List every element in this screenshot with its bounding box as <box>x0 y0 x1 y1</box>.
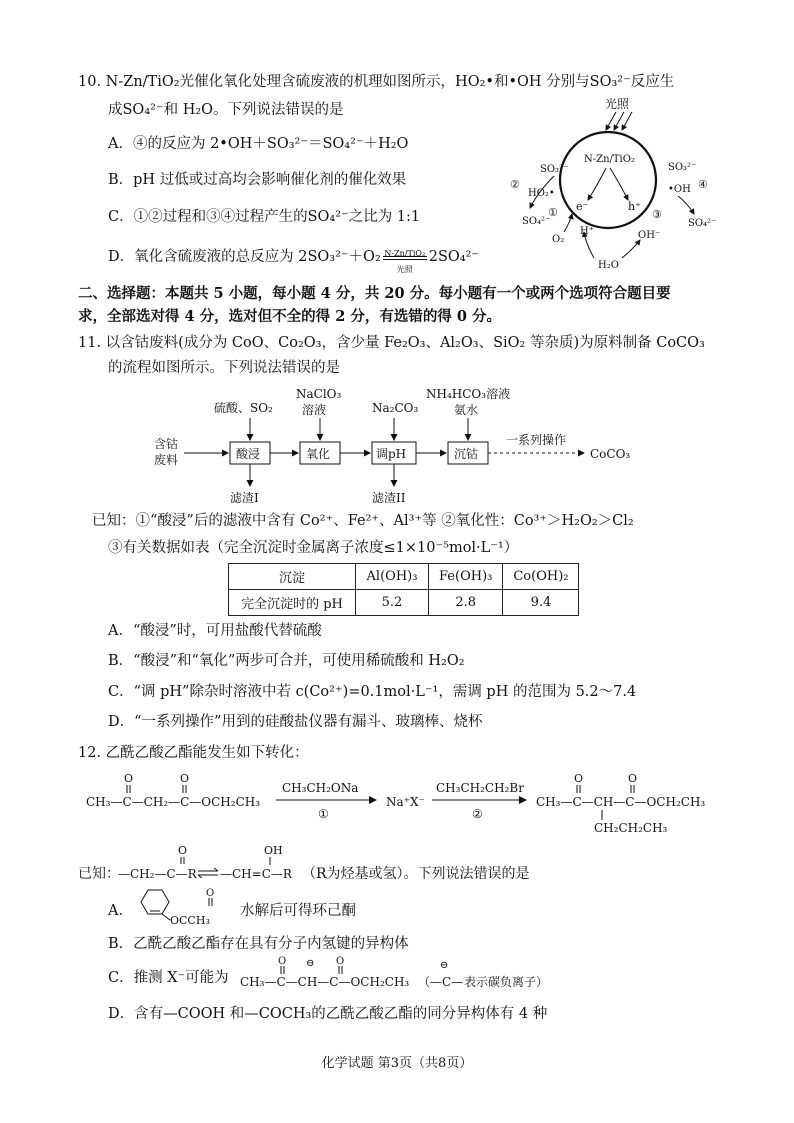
step-4-label: ④ <box>698 178 708 191</box>
electron-arrow <box>588 168 606 200</box>
q12-option-a[interactable] <box>108 901 133 921</box>
reactant-o1: O <box>124 772 134 785</box>
cyclohexenyl-acetate-structure <box>136 884 246 928</box>
catalyst-label: N-Zn/TiO₂ <box>584 154 635 165</box>
q11-stem-line1: 11. 以含钴废料(成分为 CoO、Co₂O₃，含少量 Fe₂O₃、Al₂O₃、SiO₂ 等杂质)为原料制备 CoCO₃ <box>78 335 705 351</box>
table-header-row <box>229 564 579 590</box>
step-1-number: ① <box>318 807 329 821</box>
o2-arrow <box>564 214 572 232</box>
q11-flowchart <box>150 382 670 508</box>
right-product-arrow <box>678 196 694 214</box>
q10-stem-line2: 成SO₄²⁻和 H₂O。下列说法错误的是 <box>108 102 344 118</box>
hole-arrow <box>610 168 628 200</box>
step-2-number: ② <box>472 807 483 821</box>
table-header-cell: Co(OH)₂ <box>503 564 579 590</box>
reagent-2-label: CH₃CH₂CH₂Br <box>436 781 524 795</box>
table-header-cell: 沉淀 <box>229 564 356 590</box>
q10-mechanism-diagram <box>502 92 724 274</box>
q12-option-a-text: 水解后可得环己酮 <box>240 903 356 919</box>
product-o2: O <box>628 772 638 785</box>
page-footer: 化学试题 第3页（共8页） <box>321 1056 473 1071</box>
q12-option-a-label: A． <box>108 903 133 919</box>
acetyl-carbonyl-o: O <box>206 888 215 899</box>
ohminus-label: OH⁻ <box>638 230 661 241</box>
hole-label: h⁺ <box>628 200 641 213</box>
catalyst-circle <box>560 132 656 228</box>
product-label: CoCO₃ <box>590 447 631 461</box>
step-adjust-ph: 调pH <box>376 447 407 461</box>
q12-option-c[interactable] <box>108 968 229 988</box>
table-cell: 9.4 <box>503 590 579 616</box>
reactant-o2: O <box>180 772 190 785</box>
residue-2: 滤渣II <box>372 491 406 505</box>
keto-form: —CH₂—C—R <box>118 867 197 881</box>
carbanion-note-minus: ⊖ <box>440 960 449 971</box>
step-precipitate: 沉钴 <box>454 447 479 461</box>
residue-1: 滤渣I <box>230 491 259 505</box>
q10-reaction-arrow <box>381 247 429 274</box>
known-note: （R为烃基或氢）。下列说法错误的是 <box>302 866 530 882</box>
reagent-4-line2: 氨水 <box>454 403 479 417</box>
q10-option-d-lhs: D．氧化含硫废液的总反应为 2SO₃²⁻＋O₂ <box>108 249 381 265</box>
step-acid-leach: 酸浸 <box>236 447 261 461</box>
light-label: 光照 <box>605 97 630 111</box>
q11-stem-line2: 的流程如图所示。下列说法错误的是 <box>108 360 340 376</box>
q11-data-table <box>228 563 579 616</box>
step-1-label: ① <box>548 206 558 219</box>
q10-option-c[interactable]: C．①②过程和③④过程产生的SO₄²⁻之比为 1:1 <box>108 209 421 225</box>
q11-option-b[interactable]: B．“酸浸”和“氧化”两步可合并，可使用稀硫酸和 H₂O₂ <box>108 653 465 669</box>
electron-label: e⁻ <box>576 200 589 213</box>
reagent-2-line2: 溶液 <box>302 403 327 417</box>
reagent-4-line1: NH₄HCO₃溶液 <box>426 387 511 401</box>
water-to-ohminus-arrow <box>622 240 640 258</box>
q11-option-d[interactable]: D．“一系列操作”用到的硅酸盐仪器有漏斗、玻璃棒、烧杯 <box>108 714 483 730</box>
q12-option-d[interactable]: D．含有—COOH 和—COCH₃的乙酰乙酸乙酯的同分异构体有 4 种 <box>108 1006 548 1022</box>
reagent-1: 硫酸、SO₂ <box>214 401 273 415</box>
so3-right: SO₃²⁻ <box>668 162 697 173</box>
q10-arrow-under: 光照 <box>396 265 413 274</box>
q12-option-b[interactable]: B．乙酰乙酸乙酯存在具有分子内氢键的异构体 <box>108 936 409 952</box>
carbanion-o1: O <box>278 956 287 967</box>
h2o-label: H₂O <box>598 260 619 271</box>
step-oxidize: 氧化 <box>306 447 331 461</box>
reagent-2-line1: NaClO₃ <box>296 387 342 401</box>
light-arrow-1 <box>606 112 616 130</box>
q12-known-tautomer <box>78 842 558 886</box>
o2-label: O₂ <box>552 234 565 245</box>
so4-left: SO₄²⁻ <box>522 216 551 227</box>
table-row <box>229 590 579 616</box>
light-arrow-2 <box>614 112 624 130</box>
q10-option-d[interactable] <box>108 247 480 274</box>
q10-option-a[interactable]: A．④的反应为 2•OH＋SO₃²⁻＝SO₄²⁻＋H₂O <box>108 136 409 152</box>
section2-line1: 二、选择题：本题共 5 小题，每小题 4 分，共 20 分。每小题有一个或两个选项符合题目要 <box>78 285 671 302</box>
q11-option-c[interactable]: C．“调 pH”除杂时溶液中若 c(Co²⁺)=0.1mol·L⁻¹，需调 pH 的范围为 5.2～7.4 <box>108 684 637 700</box>
product-o1: O <box>574 772 584 785</box>
carbanion-note: 表示碳负离子） <box>464 975 549 989</box>
q11-known-2: ③有关数据如表（完全沉淀时金属离子浓度≤1×10⁻⁵mol·L⁻¹） <box>108 540 519 556</box>
reagent-3: Na₂CO₃ <box>372 401 419 415</box>
q10-arrow-line1 <box>383 256 427 257</box>
known-prefix: 已知： <box>78 866 120 882</box>
feed-label-2: 废料 <box>154 453 179 467</box>
q10-stem-line1: 10. N-Zn/TiO₂光催化氧化处理含硫废液的机理如图所示，HO₂•和•OH 分别与SO₃²⁻反应生 <box>78 74 675 90</box>
propyl-group: CH₂CH₂CH₃ <box>594 821 668 835</box>
feed-label-1: 含钴 <box>154 437 179 451</box>
q10-option-b[interactable]: B．pH 过低或过高均会影响催化剂的催化效果 <box>108 172 407 188</box>
ops-label: 一系列操作 <box>506 433 567 447</box>
hplus-label: H⁺ <box>580 226 594 237</box>
enol-form: —CH=C—R <box>220 867 292 881</box>
q12-reaction-scheme <box>86 768 726 840</box>
so4-right: SO₄²⁻ <box>688 218 717 229</box>
q11-option-a[interactable]: A．“酸浸”时，可用盐酸代替硫酸 <box>108 623 322 639</box>
light-arrow-3 <box>622 112 632 130</box>
intermediate-label: Na⁺X⁻ <box>386 795 425 809</box>
oh-radical-label: •OH <box>668 184 691 195</box>
cyclohexene-ring <box>141 890 169 914</box>
carbanion-o2: O <box>336 956 345 967</box>
table-header-cell: Al(OH)₃ <box>356 564 429 590</box>
step-3-label: ③ <box>652 208 662 221</box>
reagent-1-label: CH₃CH₂ONa <box>282 781 359 795</box>
section2-line2: 求，全部选对得 4 分，选对但不全的得 2 分，有选错的得 0 分。 <box>78 308 502 325</box>
keto-o: O <box>178 844 188 857</box>
enol-oh: OH <box>264 844 283 857</box>
acetyl-group: OCCH₃ <box>170 914 210 927</box>
q11-known-1: 已知：①“酸浸”后的滤液中含有 Co²⁺、Fe²⁺、Al³⁺等 ②氧化性：Co³⁺＞H₂O₂＞Cl₂ <box>92 513 634 529</box>
carbanion-structure <box>238 952 568 992</box>
table-cell: 5.2 <box>356 590 429 616</box>
product-formula: CH₃—C—CH—C—OCH₂CH₃ <box>536 795 706 809</box>
carbanion-minus: ⊖ <box>306 958 315 969</box>
table-row-label: 完全沉淀时的 pH <box>229 590 356 616</box>
carbanion-note-paren: （—C— <box>418 975 464 989</box>
q12-option-c-label: C．推测 X⁻可能为 <box>108 970 229 986</box>
ester-o-bond <box>162 914 170 920</box>
q10-option-d-rhs: 2SO₄²⁻ <box>428 249 480 265</box>
ho2-label: HO₂• <box>528 188 555 199</box>
q10-arrow-over: N-Zn/TiO₂ <box>384 249 426 258</box>
reactant-formula: CH₃—C—CH₂—C—OCH₂CH₃ <box>86 795 261 809</box>
table-header-cell: Fe(OH)₃ <box>429 564 503 590</box>
table-cell: 2.8 <box>429 590 503 616</box>
carbanion-formula: CH₃—C—CH—C—OCH₂CH₃ <box>240 975 410 989</box>
step-2-label: ② <box>510 178 520 191</box>
so3-left: SO₃²⁻ <box>540 164 569 175</box>
q12-stem: 12. 乙酰乙酸乙酯能发生如下转化： <box>78 745 309 761</box>
